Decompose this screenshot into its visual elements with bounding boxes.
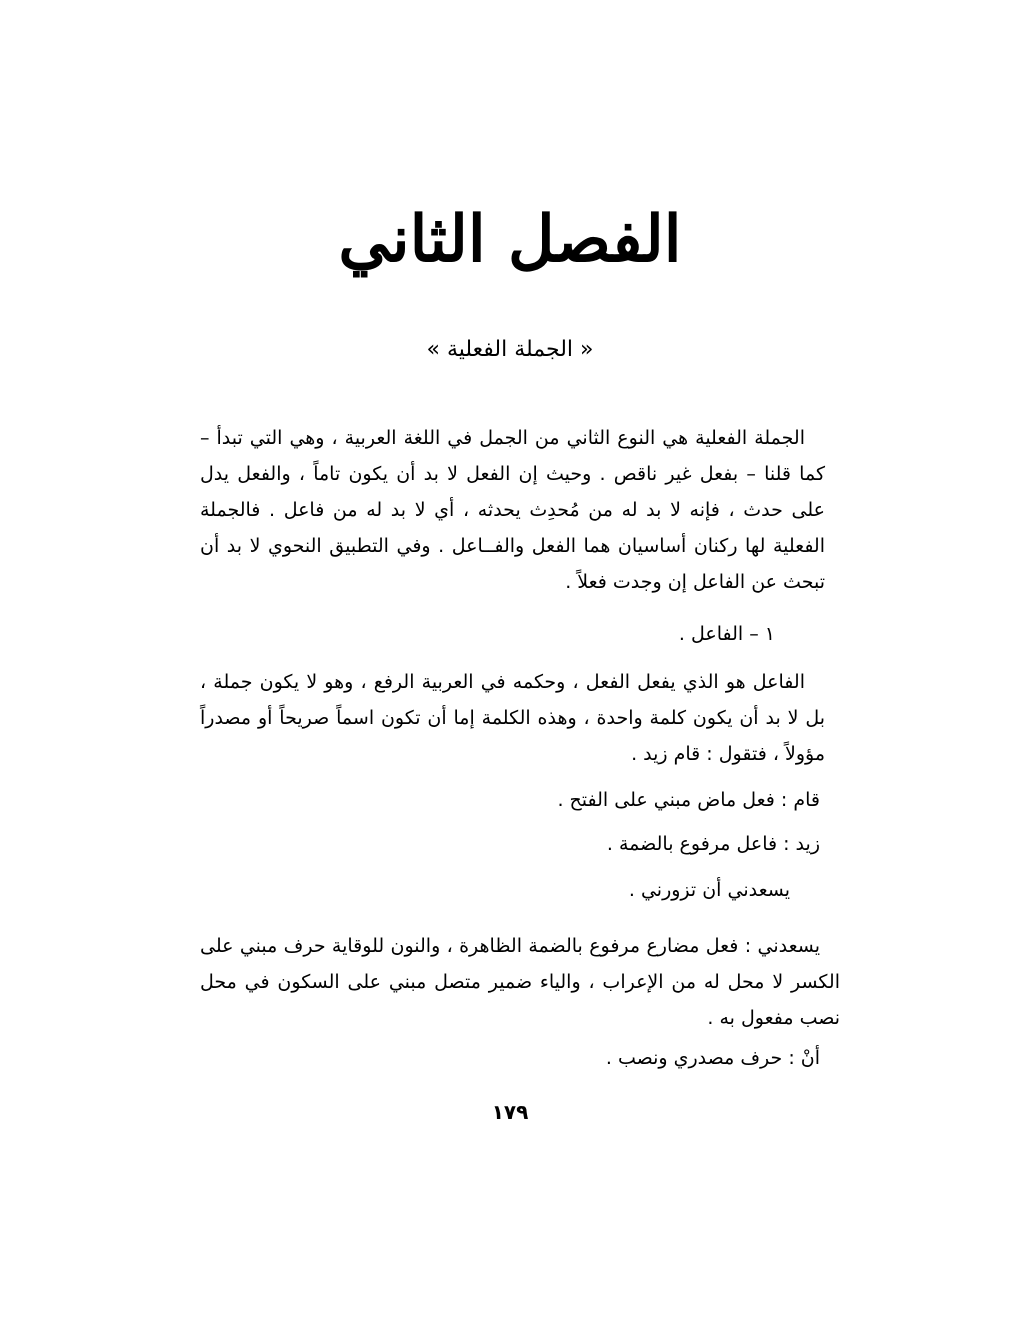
example-zayd: زيد : فاعل مرفوع بالضمة . xyxy=(606,833,820,855)
analysis-paragraph xyxy=(200,928,840,1036)
faail-definition-paragraph xyxy=(200,664,825,772)
analysis-an: أنْ : حرف مصدري ونصب . xyxy=(605,1047,820,1069)
example-qaama: قام : فعل ماض مبني على الفتح . xyxy=(557,789,820,811)
faail-definition-text: الفاعل هو الذي يفعل الفعل ، وحكمه في العربية الرفع ، وهو لا يكون جملة ، بل لا بد أن يكون كلمة واحدة ، وهذه الكلمة إما أن تكون اسماً صريحاً أو مصدراً مؤولاً ، فتقول : قام زيد . xyxy=(200,671,825,765)
intro-text: الجملة الفعلية هي النوع الثاني من الجمل في اللغة العربية ، وهي التي تبدأ – كما قلنا – بفعل غير ناقص . وحيث إن الفعل لا بد أن يكون تاماً ، والفعل يدل على حدث ، فإنه لا بد له من مُحدِث يحدثه ، أي لا بد له من فاعل . فالجملة الفعلية لها ركنان أساسيان هما الفعل والفــاعل . وفي التطبيق النحوي لا بد أن تبحث عن الفاعل إن وجدت فعلاً . xyxy=(200,427,825,593)
example-sentence: يسعدني أن تزورني . xyxy=(628,879,790,901)
page-number: ١٧٩ xyxy=(491,1100,529,1124)
section-heading: ١ – الفاعل . xyxy=(678,623,775,645)
intro-paragraph xyxy=(200,420,825,600)
chapter-subtitle: « الجملة الفعلية » xyxy=(426,337,594,362)
analysis-text: يسعدني : فعل مضارع مرفوع بالضمة الظاهرة ، والنون للوقاية حرف مبني على الكسر لا محل له من الإعراب ، والياء ضمير متصل مبني على السكون في محل نصب مفعول به . xyxy=(200,935,840,1029)
chapter-title: الفصل الثاني xyxy=(338,202,682,277)
